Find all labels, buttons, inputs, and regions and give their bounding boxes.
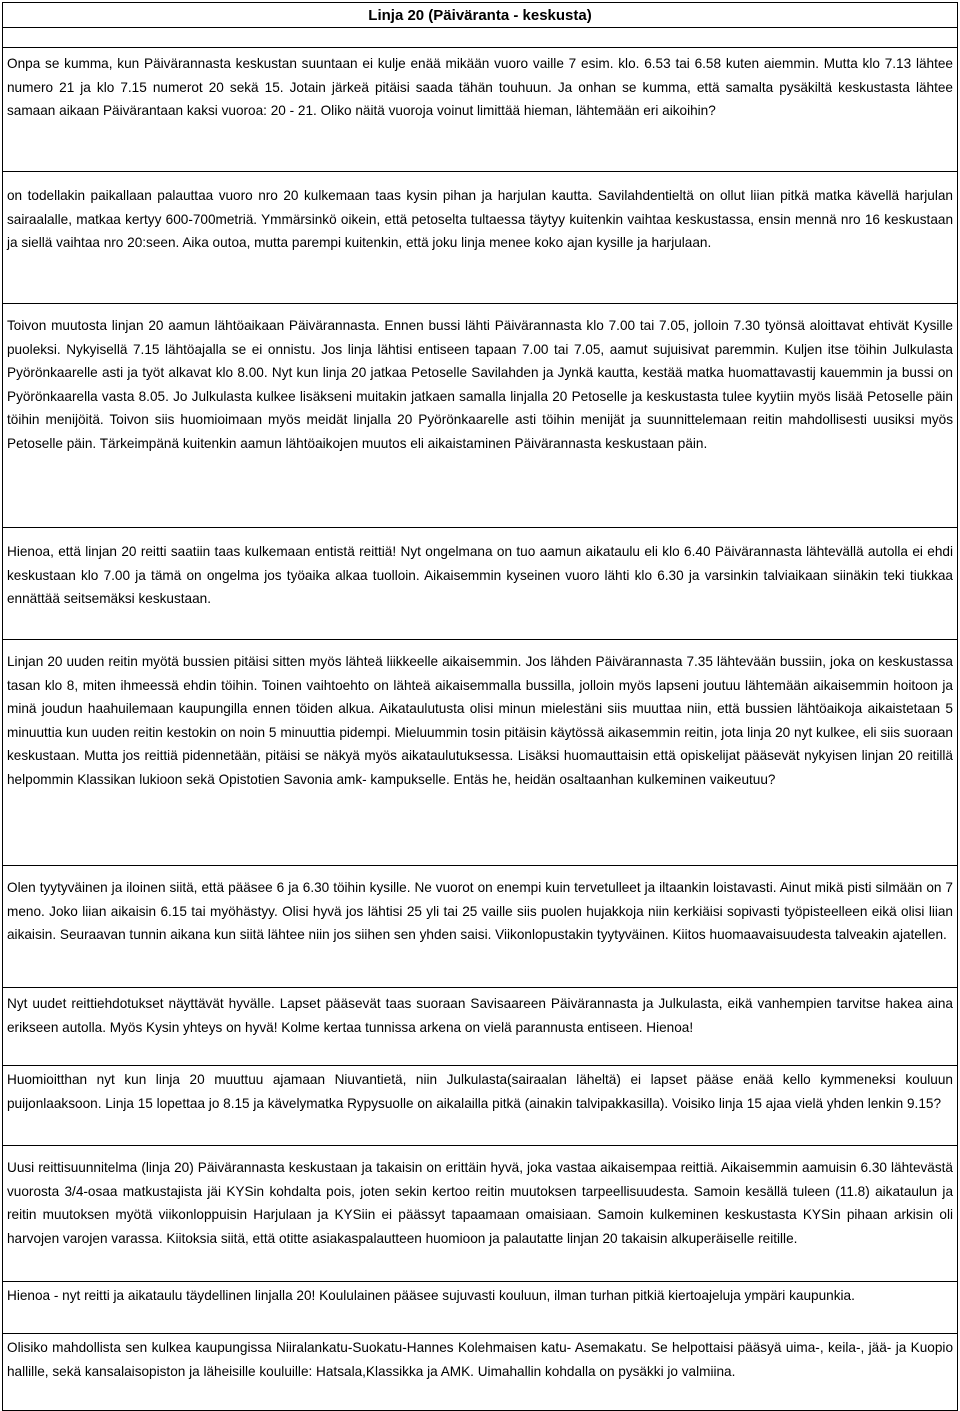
sheet-title: Linja 20 (Päiväranta - keskusta) (3, 2, 957, 28)
comment-cell (3, 1334, 957, 1410)
comment-text: Uusi reittisuunnitelma (linja 20) Päivärannasta keskustaan ja takaisin on erittäin hyvä, joka vastaa aikaisempaa reittiä. Aikaisemmin aamuisin 6.30 lähtevästä vuorosta 3/4-osaa matkustajista jäi KYSin kohdalta pois, joten sekin kertoo reitin muutoksen tarpeellisuudesta. Samoin kesällä tuleen (11.8) aikataulun ja reitin muutoksen myötä viikonloppuisin Harjulaan ja KYSiin ei päässyt tapaamaan omaisiaan. Samoin kulkeminen keskustasta KYSin pihaan arkisin oli harvojen varojen varassa. Kiitoksia siitä, että otitte asiakaspalautteen huomioon ja palautatte linjan 20 takaisin alkuperäiselle reitille. (7, 1160, 953, 1246)
comment-cell (3, 304, 957, 528)
comment-cell (3, 1146, 957, 1282)
comment-text: Hienoa, että linjan 20 reitti saatiin taas kulkemaan entistä reittiä! Nyt ongelmana on tuo aamun aikataulu eli klo 6.40 Päivärannasta lähtevällä autolla ei ehdi keskustaan klo 7.00 ja tämä on ongelma jos työaika alkaa tuolloin. Aikaisemmin kyseinen vuoro lähti klo 6.30 ja varsinkin talviaikaan siinäkin teki tiukkaa ennättää seitsemäksi keskustaan. (7, 544, 953, 607)
comment-text: Nyt uudet reittiehdotukset näyttävät hyvälle. Lapset pääsevät taas suoraan Savisaareen Päivärannasta ja Julkulasta, eikä vanhempien tarvitse hakea aina erikseen autolla. Myös Kysin yhteys on hyvä! Kolme kertaa tunnissa arkena on vielä parannusta entiseen. Hienoa! (7, 996, 953, 1035)
comment-text: Huomioitthan nyt kun linja 20 muuttuu ajamaan Niuvantietä, niin Julkulasta(sairaalan läheltä) ei lapset pääse enää kello kymmeneksi kouluun puijonlaaksoon. Linja 15 lopettaa jo 8.15 ja kävelymatka Rypysuolle on aikalailla pitkä (ainakin talvipakkasilla). Voisiko linja 15 ajaa vielä yhden lenkin 9.15? (7, 1072, 953, 1111)
comment-cell (3, 1066, 957, 1146)
comment-cell (3, 172, 957, 304)
comment-text: Toivon muutosta linjan 20 aamun lähtöaikaan Päivärannasta. Ennen bussi lähti Päivärannasta klo 7.00 tai 7.05, jolloin 7.30 työnsä aloittavat ehtivät Kysille puoleksi. Nykyisellä 7.15 lähtöajalla se ei onnistu. Jos linja lähtisi entiseen tapaan 7.00 tai 7.05, aamut sujuisivat paremmin. Kuljen itse töihin Julkulasta Pyörönkaarelle asti ja työt alkavat klo 8.00. Nyt kun linja 20 jatkaa Petoselle Savilahden ja Jynkä kautta, kestää matka huomattavastij kauemmin ja bussi on Pyörönkaarella vasta 8.05. Jo Julkulasta kulkee lisäkseni muitakin jatkaen samalla linjalla 20 Petoselle ja keskustasta tulee kyytiin myös lisää Petoselle päin töihin menijöitä. Toivon siis huomioimaan myös meidät linjalla 20 Pyörönkaarelle asti töihin menijät ja suunnittelemaan reitin mahdollisesti uusiksi myös Petoselle päin. Tärkeimpänä kuitenkin aamun lähtöaikojen muutos eli aikaistaminen Päivärannasta keskustaan päin. (7, 318, 953, 451)
comment-cell (3, 866, 957, 988)
comment-text: Hienoa - nyt reitti ja aikataulu täydellinen linjalla 20! Koululainen pääsee sujuvasti kouluun, ilman turhan pitkiä kiertoajeluja ympäri kaupunkia. (7, 1288, 855, 1303)
comment-cell (3, 1282, 957, 1334)
feedback-sheet (2, 2, 958, 1411)
comment-cell (3, 988, 957, 1066)
comment-cell (3, 640, 957, 866)
comment-cell (3, 48, 957, 172)
comment-cell (3, 528, 957, 640)
comment-text: Linjan 20 uuden reitin myötä bussien pitäisi sitten myös lähteä liikkeelle aikaisemmin. Jos lähden Päivärannasta 7.35 lähtevään bussiin, joka on keskustassa tasan klo 8, miten ihmeessä ehdin töihin. Toinen vaihtoehto on lähteä aikaisemmalla bussilla, jolloin myös lapseni joutuu lähtemään aikaisemmin hoitoon ja minä joudun haahuilemaan kaupungilla ennen töiden alkua. Aikataulutusta olisi minun mielestäni siis muuttaa niin, että bussien lähtöaikoja aikaistetaan 5 minuuttia kun uuden reitin kestokin on noin 5 minuuttia pidempi. Mieluummin tosin pitäisin käytössä aikasemmin reitin, jota linja 20 nyt kulkee, eli siis suoraan keskustaan. Mutta jos reittiä pidennetään, pitäisi se näkyä myös aikataulutuksessa. Lisäksi huomauttaisin että opiskelijat pääsevät nykyisen linjan 20 reitillä helpommin Klassikan lukioon sekä Opistotien Savonia amk- kampukselle. Entäs he, heidän osaltaanhan kulkeminen vaikeutuu? (7, 654, 953, 787)
blank-row (3, 28, 957, 48)
comment-text: Onpa se kumma, kun Päivärannasta keskustan suuntaan ei kulje enää mikään vuoro vaille 7 esim. klo. 6.53 tai 6.58 kuten aiemmin. Mutta klo 7.13 lähtee numero 21 ja klo 7.15 numerot 20 sekä 15. Jotain järkeä pitäisi saada tähän touhuun. Ja onhan se kumma, että samalta pysäkiltä keskustasta lähtee samaan aikaan Päivärantaan kaksi vuoroa: 20 - 21. Oliko näitä vuoroja voinut limittää hieman, lähtemään eri aikoihin? (7, 56, 953, 119)
comment-text: Olen tyytyväinen ja iloinen siitä, että pääsee 6 ja 6.30 töihin kysille. Ne vuorot on enempi kuin tervetulleet ja iltaankin loistavasti. Ainut mikä pisti silmään on 7 meno. Joko liian aikaisin 6.15 tai myöhästyy. Olisi hyvä jos lähtisi 25 yli tai 25 vaille siis puolen hujakkoja niin kerkiäisi sopivasti työpisteelleen eikä olisi liian aikaisin. Seuraavan tunnin aikana kun siitä lähtee niin jos siihen sen yhden saisi. Viikonlopustakin tyytyväinen. Kiitos huomaavaisuudesta talveakin ajatellen. (7, 880, 953, 943)
comment-text: Olisiko mahdollista sen kulkea kaupungissa Niiralankatu-Suokatu-Hannes Kolehmaisen katu- Asemakatu. Se helpottaisi pääsyä uima-, keila-, jää- ja Kuopio hallille, sekä kansalaisopiston ja läheisille kouluille: Hatsala,Klassikka ja AMK. Uimahallin kohdalla on pysäkki jo valmiina. (7, 1340, 953, 1379)
comment-text: on todellakin paikallaan palauttaa vuoro nro 20 kulkemaan taas kysin pihan ja harjulan kautta. Savilahdentieltä on ollut liian pitkä matka kävellä harjulan sairaalalle, matkaa kertyy 600-700metriä. Ymmärsinkö oikein, että petoselta tultaessa täytyy kuitenkin vaihtaa keskustassa, ensin mennä nro 16 keskustaan ja siellä vaihtaa nro 20:seen. Aika outoa, mutta parempi kuitenkin, että joku linja menee koko ajan kysille ja harjulaan. (7, 188, 953, 251)
